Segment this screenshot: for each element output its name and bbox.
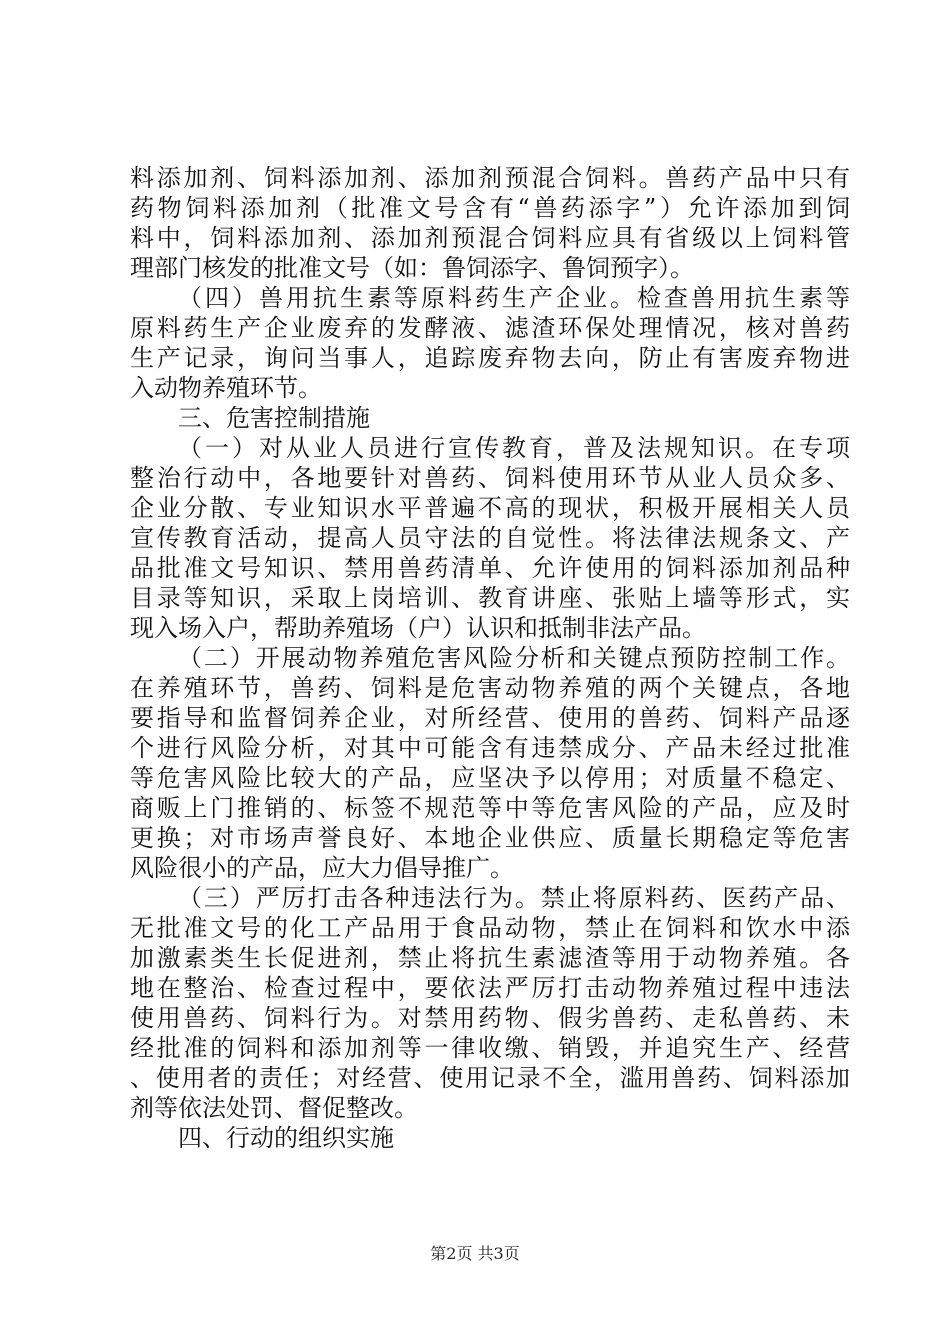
text-line: 个进行风险分析，对其中可能含有违禁成分、产品未经过批准 xyxy=(130,734,850,762)
paragraph-heading-1: （一）对从业人员进行宣传教育，普及法规知识。在专项 xyxy=(178,434,850,462)
text-line: 整治行动中，各地要针对兽药、饲料使用环节从业人员众多、 xyxy=(130,464,850,492)
text-line: 风险很小的产品，应大力倡导推广。 xyxy=(130,854,514,882)
text-line: 入动物养殖环节。 xyxy=(130,374,322,402)
text-line: 药物饲料添加剂（批准文号含有“兽药添字”）允许添加到饲 xyxy=(130,194,850,222)
text-line: 经批准的饲料和添加剂等一律收缴、销毁，并追究生产、经营 xyxy=(130,1034,850,1062)
text-line: 等危害风险比较大的产品，应坚决予以停用；对质量不稳定、 xyxy=(130,764,850,792)
document-body xyxy=(130,163,850,1153)
paragraph-heading-2: （二）开展动物养殖危害风险分析和关键点预防控制工作。 xyxy=(178,644,850,672)
text-line: 品批准文号知识、禁用兽药清单、允许使用的饲料添加剂品种 xyxy=(130,554,850,582)
section-heading-4: 四、行动的组织实施 xyxy=(178,1124,394,1152)
text-line: 现入场入户，帮助养殖场（户）认识和抵制非法产品。 xyxy=(130,614,706,642)
text-line: 宣传教育活动，提高人员守法的自觉性。将法律法规条文、产 xyxy=(130,524,850,552)
paragraph-heading-3: （三）严厉打击各种违法行为。禁止将原料药、医药产品、 xyxy=(178,884,850,912)
text-line: 原料药生产企业废弃的发酵液、滤渣环保处理情况，核对兽药 xyxy=(130,314,850,342)
text-line: 商贩上门推销的、标签不规范等中等危害风险的产品，应及时 xyxy=(130,794,850,822)
text-line: 、使用者的责任；对经营、使用记录不全，滥用兽药、饲料添加 xyxy=(130,1064,850,1092)
text-line: 地在整治、检查过程中，要依法严厉打击动物养殖过程中违法 xyxy=(130,974,850,1002)
text-line: 剂等依法处罚、督促整改。 xyxy=(130,1094,418,1122)
page-footer: 第2页 共3页 xyxy=(430,1244,520,1263)
text-line: 企业分散、专业知识水平普遍不高的现状，积极开展相关人员 xyxy=(130,494,850,522)
text-line: 无批准文号的化工产品用于食品动物，禁止在饲料和饮水中添 xyxy=(130,914,850,942)
text-line: 要指导和监督饲养企业，对所经营、使用的兽药、饲料产品逐 xyxy=(130,704,850,732)
text-line: 目录等知识，采取上岗培训、教育讲座、张贴上墙等形式，实 xyxy=(130,584,850,612)
text-line: 料中，饲料添加剂、添加剂预混合饲料应具有省级以上饲料管 xyxy=(130,224,850,252)
text-line: 料添加剂、饲料添加剂、添加剂预混合饲料。兽药产品中只有 xyxy=(130,164,850,192)
text-line: 在养殖环节，兽药、饲料是危害动物养殖的两个关键点，各地 xyxy=(130,674,850,702)
text-line: 加激素类生长促进剂，禁止将抗生素滤渣等用于动物养殖。各 xyxy=(130,944,850,972)
text-line: 更换；对市场声誉良好、本地企业供应、质量长期稳定等危害 xyxy=(130,824,850,852)
text-line: 使用兽药、饲料行为。对禁用药物、假劣兽药、走私兽药、未 xyxy=(130,1004,850,1032)
text-line: 理部门核发的批准文号（如：鲁饲添字、鲁饲预字）。 xyxy=(130,254,694,282)
section-heading-3: 三、危害控制措施 xyxy=(178,404,370,432)
paragraph-heading-4: （四）兽用抗生素等原料药生产企业。检查兽用抗生素等 xyxy=(178,284,850,312)
text-line: 生产记录，询问当事人，追踪废弃物去向，防止有害废弃物进 xyxy=(130,344,850,372)
